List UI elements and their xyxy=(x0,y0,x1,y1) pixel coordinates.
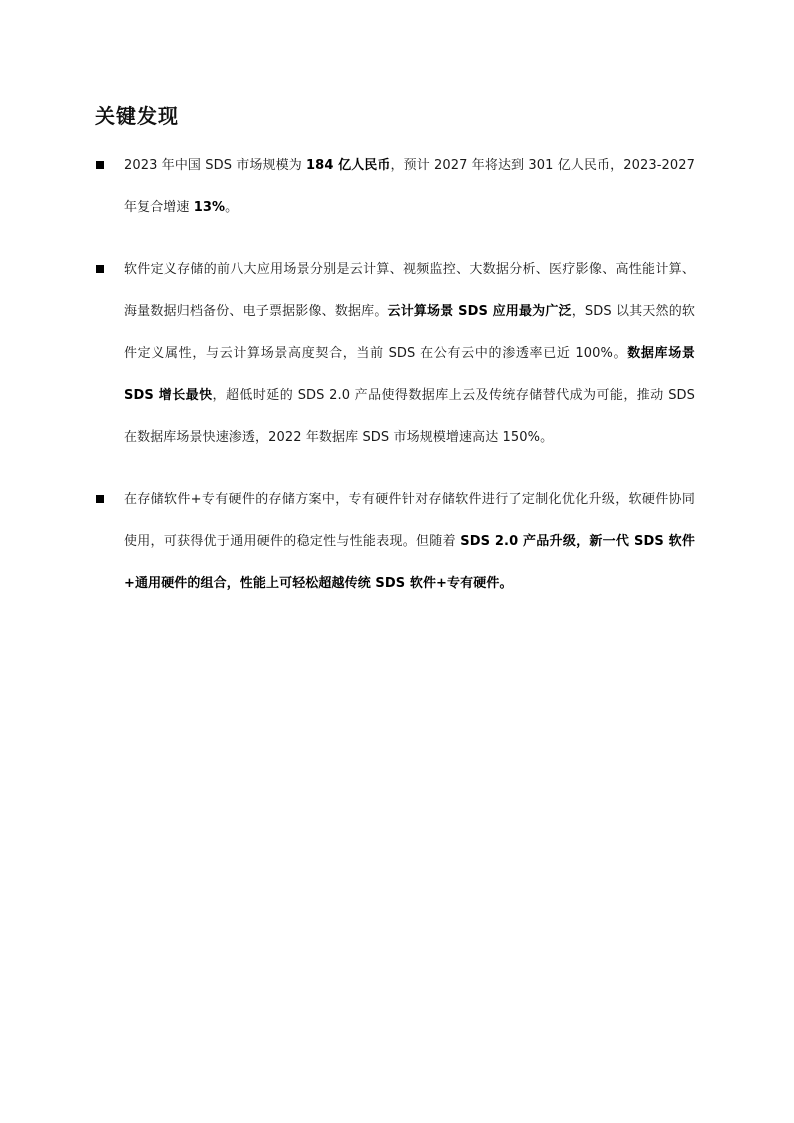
square-bullet-icon xyxy=(96,265,104,273)
finding-text-segment: 。 xyxy=(225,200,239,215)
finding-text-segment: ，预计 2027 年将达到 301 亿人民币，2023-2027 年复合增速 xyxy=(124,158,695,215)
finding-item xyxy=(95,479,695,605)
finding-text-segment: ，超低时延的 SDS 2.0 产品使得数据库上云及传统存储替代成为可能，推动 SDS 在数据库场景快速渗透，2022 年数据库 SDS 市场规模增速高达 150%。 xyxy=(124,388,696,445)
finding-text xyxy=(124,145,695,229)
finding-item xyxy=(95,249,695,459)
key-findings-list xyxy=(95,145,695,625)
finding-text xyxy=(124,479,695,605)
finding-text-segment: 2023 年中国 SDS 市场规模为 xyxy=(124,158,307,173)
finding-text-segment: 在存储软件+专有硬件的存储方案中，专有硬件针对存储软件进行了定制化优化升级，软硬件协同使用，可获得优于通用硬件的稳定性与性能表现。但随着 xyxy=(124,492,695,549)
finding-text-segment: 软件定义存储的前八大应用场景分别是云计算、视频监控、大数据分析、医疗影像、高性能计算、海量数据归档备份、电子票据影像、数据库。 xyxy=(124,262,695,319)
finding-highlight: 数据库场景 SDS 增长最快 xyxy=(124,346,695,403)
finding-text-segment: ，SDS 以其天然的软件定义属性，与云计算场景高度契合，当前 SDS 在公有云中的渗透率已近 100%。 xyxy=(124,304,695,361)
finding-highlight: 184 亿人民币 xyxy=(306,158,391,173)
finding-highlight: 云计算场景 SDS 应用最为广泛 xyxy=(387,304,572,319)
square-bullet-icon xyxy=(96,161,104,169)
section-title: 关键发现 xyxy=(95,104,179,128)
finding-highlight: SDS 2.0 产品升级，新一代 SDS 软件+通用硬件的组合，性能上可轻松超越传统 SDS 软件+专有硬件。 xyxy=(124,534,695,591)
finding-text xyxy=(124,249,695,459)
finding-item xyxy=(95,145,695,229)
square-bullet-icon xyxy=(96,495,104,503)
finding-highlight: 13% xyxy=(193,200,226,215)
